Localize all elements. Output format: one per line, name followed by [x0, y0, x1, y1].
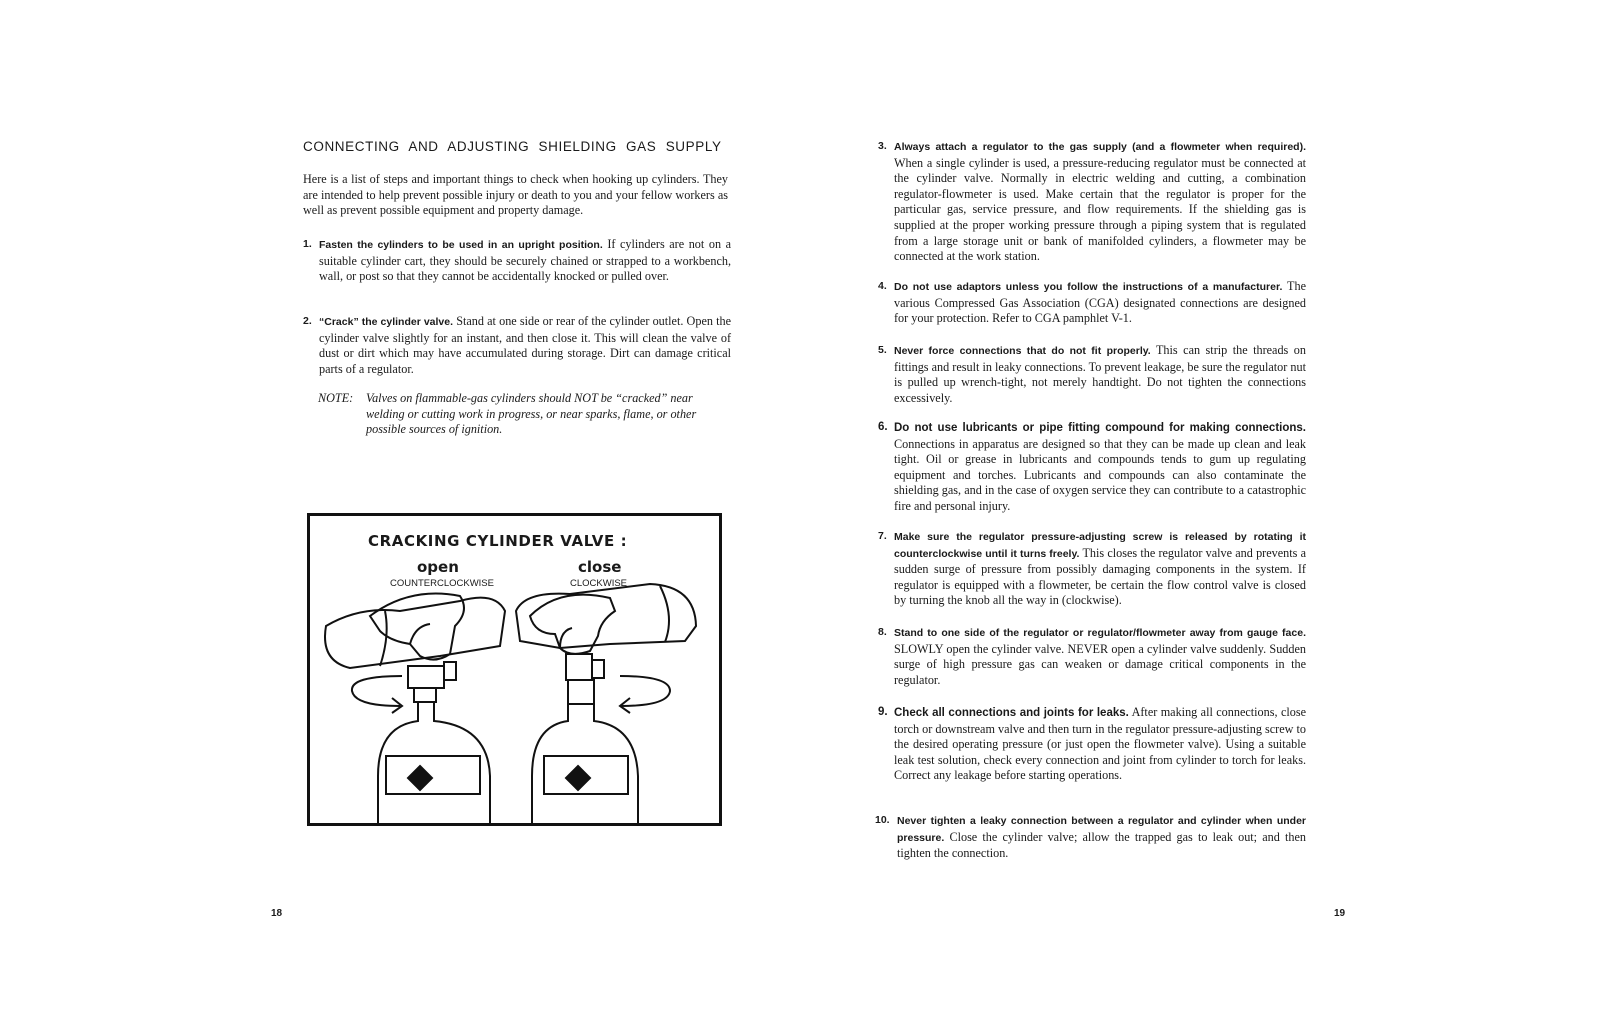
item-text: Connections in apparatus are designed so that they can be made up clean and leak tight. Oil or grease in lubricants and compounds tends to gum up regulating equipment and torches. Lubricants and compounds can also contaminate the shielding gas, and in the case of oxygen service they can contribute to a catastrophic fire and personal injury.: [894, 436, 1306, 513]
right-page: [800, 0, 1600, 1034]
item-text: SLOWLY open the cylinder valve. NEVER open a cylinder valve suddenly. Sudden surge of high pressure gas can weaken or damage critical components in the regulator.: [894, 641, 1306, 687]
note-label: NOTE:: [318, 391, 354, 405]
list-item-2: [303, 314, 731, 377]
item-number: 3.: [878, 140, 887, 152]
item-number: 6.: [878, 421, 888, 433]
item-lead: Fasten the cylinders to be used in an upright position.: [319, 239, 603, 251]
item-text: If cylinders are not on a suitable cylinder cart, they should be securely chained or strapped to a workbench, wall, or post so that they cannot be accidentally knocked or pulled over.: [319, 237, 732, 284]
item-number: 7.: [878, 530, 887, 542]
list-item-1: [303, 237, 731, 285]
item-text: The various Compressed Gas Association (CGA) designated connections are designed for your protection. Refer to CGA pamphlet V-1.: [894, 279, 1306, 326]
list-item-5: [878, 343, 1306, 406]
intro-paragraph: Here is a list of steps and important things to check when hooking up cylinders. They are intended to help prevent possible injury or death to you and your fellow workers as well as prevent possible equipment and property damage.: [303, 172, 728, 218]
cracking-valve-figure: [307, 513, 722, 826]
item-number: 1.: [303, 238, 312, 250]
item-number: 4.: [878, 280, 887, 292]
list-item-6: [878, 420, 1306, 515]
close-label: close: [578, 558, 622, 576]
item-lead: Never force connections that do not fit properly.: [894, 345, 1151, 357]
open-label: open: [417, 558, 459, 576]
item-text: Stand at one side or rear of the cylinder outlet. Open the cylinder valve slightly for an instant, and then close it. This will clean the valve of dust or dirt which may have accumulated during storage. Dirt can damage critical parts of a regulator.: [319, 314, 732, 376]
list-item-7: [878, 529, 1306, 609]
list-item-3: [878, 139, 1306, 265]
item-number: 5.: [878, 344, 887, 356]
counterclockwise-label: COUNTERCLOCKWISE: [390, 578, 494, 589]
item-lead: “Crack” the cylinder valve.: [319, 316, 454, 328]
note: [318, 391, 730, 438]
item-lead: Make sure the regulator pressure-adjusting screw is released by rotating it counterclockwise until it turns freely.: [894, 531, 1306, 560]
item-lead: Do not use adaptors unless you follow the instructions of a manufacturer.: [894, 281, 1283, 293]
clockwise-label: CLOCKWISE: [570, 578, 628, 589]
list-item-4: [878, 279, 1306, 327]
item-text: When a single cylinder is used, a pressure-reducing regulator must be connected at the cylinder valve. Normally in electric welding and cutting, a combination regulator-flowmeter is used. Make certain that the regulator is proper for the particular gas, service pressure, and flow requirements. If the shielding gas is supplied at the proper working pressure through a piping system that is regulated from a large storage unit or bank of manifolded cylinders, a flowmeter may be connected at the work station.: [894, 155, 1306, 264]
item-text: After making all connections, close torch or downstream valve and then turn in the regulator pressure-adjusting screw to the desired operating pressure (or just open the flowmeter valve). Using a suitable leak test solution, check every connection and joint from cylinder to torch for leaks. Correct any leakage before starting operations.: [894, 705, 1306, 783]
note-text: Valves on flammable-gas cylinders should NOT be “cracked” near welding or cutting work in progress, or near sparks, flame, or other possible sources of ignition.: [366, 391, 697, 437]
item-lead: Stand to one side of the regulator or regulator/flowmeter away from gauge face.: [894, 627, 1306, 639]
page-number: 19: [1334, 908, 1346, 919]
item-number: 10.: [875, 814, 890, 826]
item-text: Close the cylinder valve; allow the trapped gas to leak out; and then tighten the connection.: [897, 829, 1306, 861]
item-lead: Do not use lubricants or pipe fitting compound for making connections.: [894, 422, 1306, 434]
figure-title: CRACKING CYLINDER VALVE :: [368, 532, 628, 550]
item-lead: Check all connections and joints for leaks.: [894, 707, 1129, 719]
section-heading: CONNECTING AND ADJUSTING SHIELDING GAS SUPPLY: [303, 139, 722, 154]
list-item-8: [878, 625, 1306, 688]
item-lead: Always attach a regulator to the gas supply (and a flowmeter when required).: [894, 141, 1306, 153]
list-item-9: [878, 705, 1306, 784]
item-text: This can strip the threads on fittings and result in leaky connections. To prevent leakage, be sure the regulator nut is pulled up wrench-tight, not merely handtight. Do not tighten the connections excessively.: [894, 343, 1306, 405]
item-number: 8.: [878, 626, 887, 638]
cylinder-illustration: [310, 516, 719, 823]
list-item-10: [875, 813, 1306, 862]
item-number: 2.: [303, 315, 312, 327]
item-lead: Never tighten a leaky connection between a regulator and cylinder when under pressure.: [897, 815, 1306, 844]
page-number: 18: [271, 908, 283, 919]
item-number: 9.: [878, 706, 888, 718]
item-text: This closes the regulator valve and prevents a sudden surge of pressure from possibly damaging components in the system. If regulator is equipped with a flowmeter, be certain the flow control valve is closed by turning the knob all the way in (clockwise).: [894, 545, 1306, 608]
